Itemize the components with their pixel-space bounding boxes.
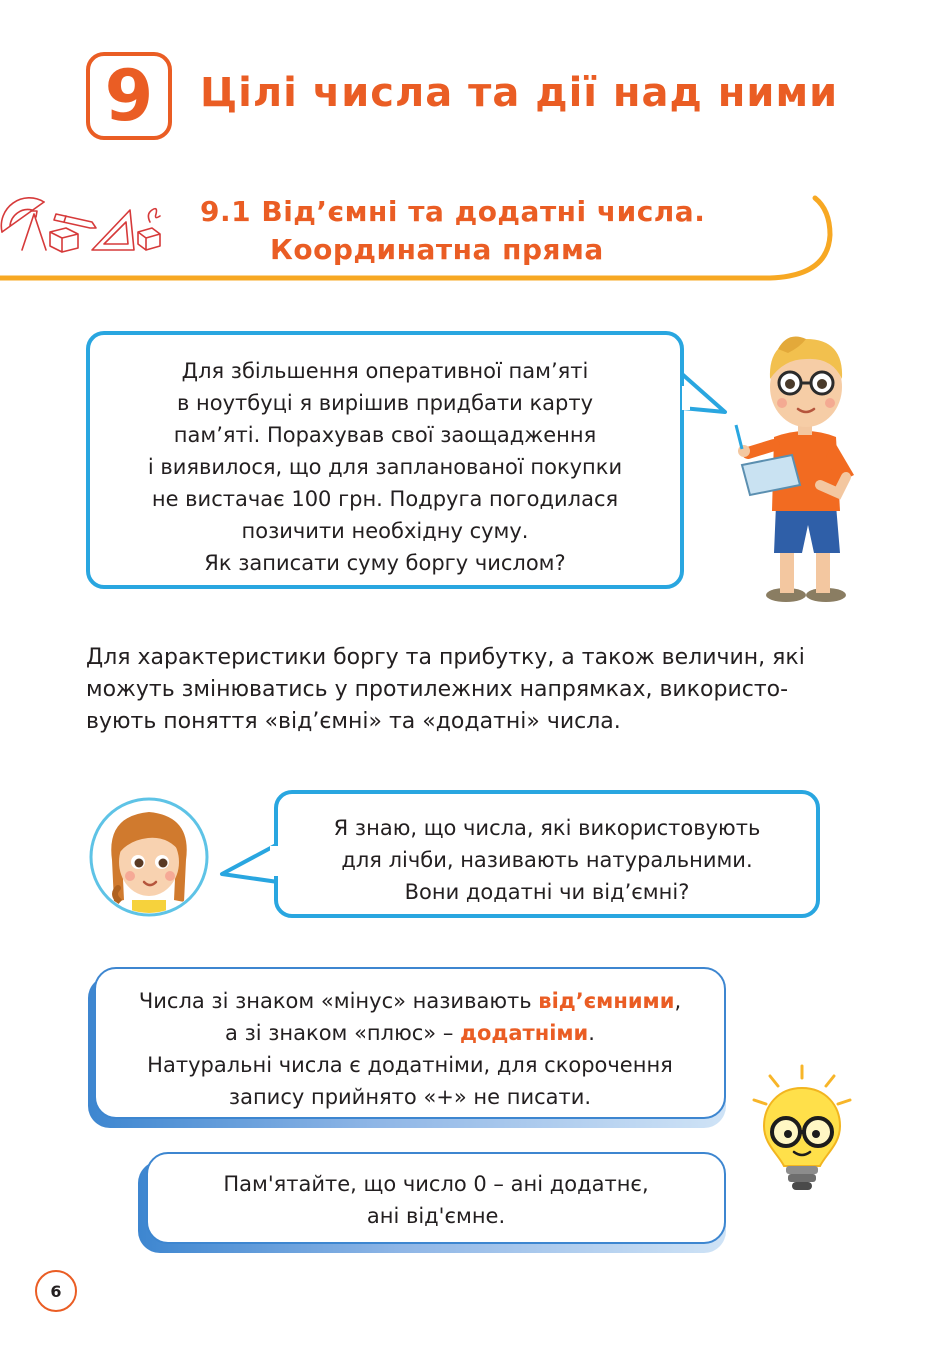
boy-speech-bubble <box>86 331 684 589</box>
intro-paragraph: Для характеристики боргу та прибутку, а також величин, які можуть змінюватись у протилежних напрямках, використо- вують поняття «від’ємні» та «додатні» числа. <box>86 645 805 734</box>
section-title-line1: 9.1 Від’ємні та додатні числа. <box>200 195 706 228</box>
chapter-number-box <box>86 52 172 140</box>
positive-term: додатніми <box>460 1021 589 1045</box>
girl-bubble-text: Я знаю, що числа, які використовують для лічби, називають натуральними. Вони додатні чи від’ємні? <box>333 816 761 904</box>
chapter-title: Цілі числа та дії над ними <box>200 70 839 116</box>
rule-line-3: Натуральні числа є додатніми, для скорочення <box>147 1053 673 1077</box>
geometry-tools-doodle-icon <box>0 192 175 262</box>
section-title <box>200 193 820 269</box>
boy-bubble-text: Для збільшення оперативної пам’яті в ноутбуці я вирішив придбати карту пам’яті. Порахував свої заощадження і виявилося, що для запланованої покупки не вистачає 100 грн. Подруга погодилася позичити необхідну суму. Як записати суму боргу числом? <box>147 359 623 575</box>
lightbulb-with-glasses-illustration-icon <box>748 1062 858 1197</box>
section-title-line2: Координатна пряма <box>270 233 604 266</box>
note-line-1: Пам'ятайте, що число 0 – ані додатнє, <box>223 1172 649 1196</box>
rule-line-2: а зі знаком «плюс» – додатніми. <box>225 1021 595 1045</box>
negative-term: від’ємними <box>538 989 675 1013</box>
note-box <box>146 1152 726 1244</box>
rule-line-1: Числа зі знаком «мінус» називають від’ємними, <box>138 989 682 1013</box>
rule-line-4: запису прийнято «+» не писати. <box>228 1085 592 1109</box>
girl-speech-bubble <box>274 790 820 918</box>
girl-avatar-illustration-icon <box>88 796 210 918</box>
note-line-2: ані від'ємне. <box>366 1204 506 1228</box>
page-number: 6 <box>35 1270 77 1312</box>
boy-with-tablet-illustration-icon <box>728 325 868 605</box>
rule-box <box>94 967 726 1119</box>
chapter-number: 9 <box>104 55 154 137</box>
